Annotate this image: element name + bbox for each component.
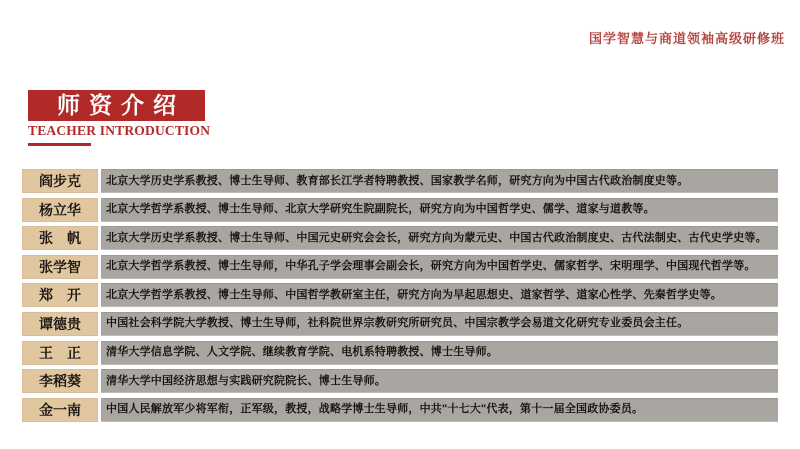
table-row (22, 312, 778, 336)
course-title: 国学智慧与商道领袖高级研修班 (588, 31, 785, 46)
teacher-description: 中国人民解放军少将军衔，正军级，教授，战略学博士生导师，中共"十七大"代表，第十一届全国政协委员。 (101, 398, 778, 422)
section-title-block (28, 90, 211, 146)
table-row (22, 255, 778, 279)
table-row (22, 169, 778, 193)
teacher-description: 北京大学历史学系教授、博士生导师、教育部长江学者特聘教授、国家教学名师，研究方向为中国古代政治制度史等。 (101, 169, 778, 193)
teacher-description: 北京大学哲学系教授、博士生导师、北京大学研究生院副院长，研究方向为中国哲学史、儒学、道家与道教等。 (101, 198, 778, 222)
table-row (22, 398, 778, 422)
title-underline (28, 143, 91, 146)
teacher-name: 金一南 (22, 398, 98, 422)
teacher-name: 张学智 (22, 255, 98, 279)
teacher-name: 郑 开 (22, 283, 98, 307)
teacher-name: 杨立华 (22, 198, 98, 222)
table-row (22, 198, 778, 222)
table-row (22, 369, 778, 393)
teacher-name: 李稻葵 (22, 369, 98, 393)
teacher-description: 清华大学信息学院、人文学院、继续教育学院、电机系特聘教授、博士生导师。 (101, 341, 778, 365)
teacher-name: 王 正 (22, 341, 98, 365)
teacher-name: 谭德贵 (22, 312, 98, 336)
section-title-zh: 师资介绍 (28, 90, 205, 121)
teacher-description: 北京大学历史学系教授、博士生导师、中国元史研究会会长，研究方向为蒙元史、中国古代政治制度史、古代法制史、古代史学史等。 (101, 226, 778, 250)
teacher-name: 阎步克 (22, 169, 98, 193)
section-title-en: TEACHER INTRODUCTION (28, 123, 211, 138)
table-row (22, 283, 778, 307)
teacher-description: 北京大学哲学系教授、博士生导师，中华孔子学会理事会副会长，研究方向为中国哲学史、儒家哲学、宋明理学、中国现代哲学等。 (101, 255, 778, 279)
teacher-description: 中国社会科学院大学教授、博士生导师，社科院世界宗教研究所研究员、中国宗教学会易道文化研究专业委员会主任。 (101, 312, 778, 336)
teacher-name: 张 帆 (22, 226, 98, 250)
teacher-description: 清华大学中国经济思想与实践研究院院长、博士生导师。 (101, 369, 778, 393)
teacher-description: 北京大学哲学系教授、博士生导师、中国哲学教研室主任，研究方向为早起思想史、道家哲学、道家心性学、先秦哲学史等。 (101, 283, 778, 307)
table-row (22, 226, 778, 250)
table-row (22, 341, 778, 365)
teacher-table (22, 169, 778, 426)
